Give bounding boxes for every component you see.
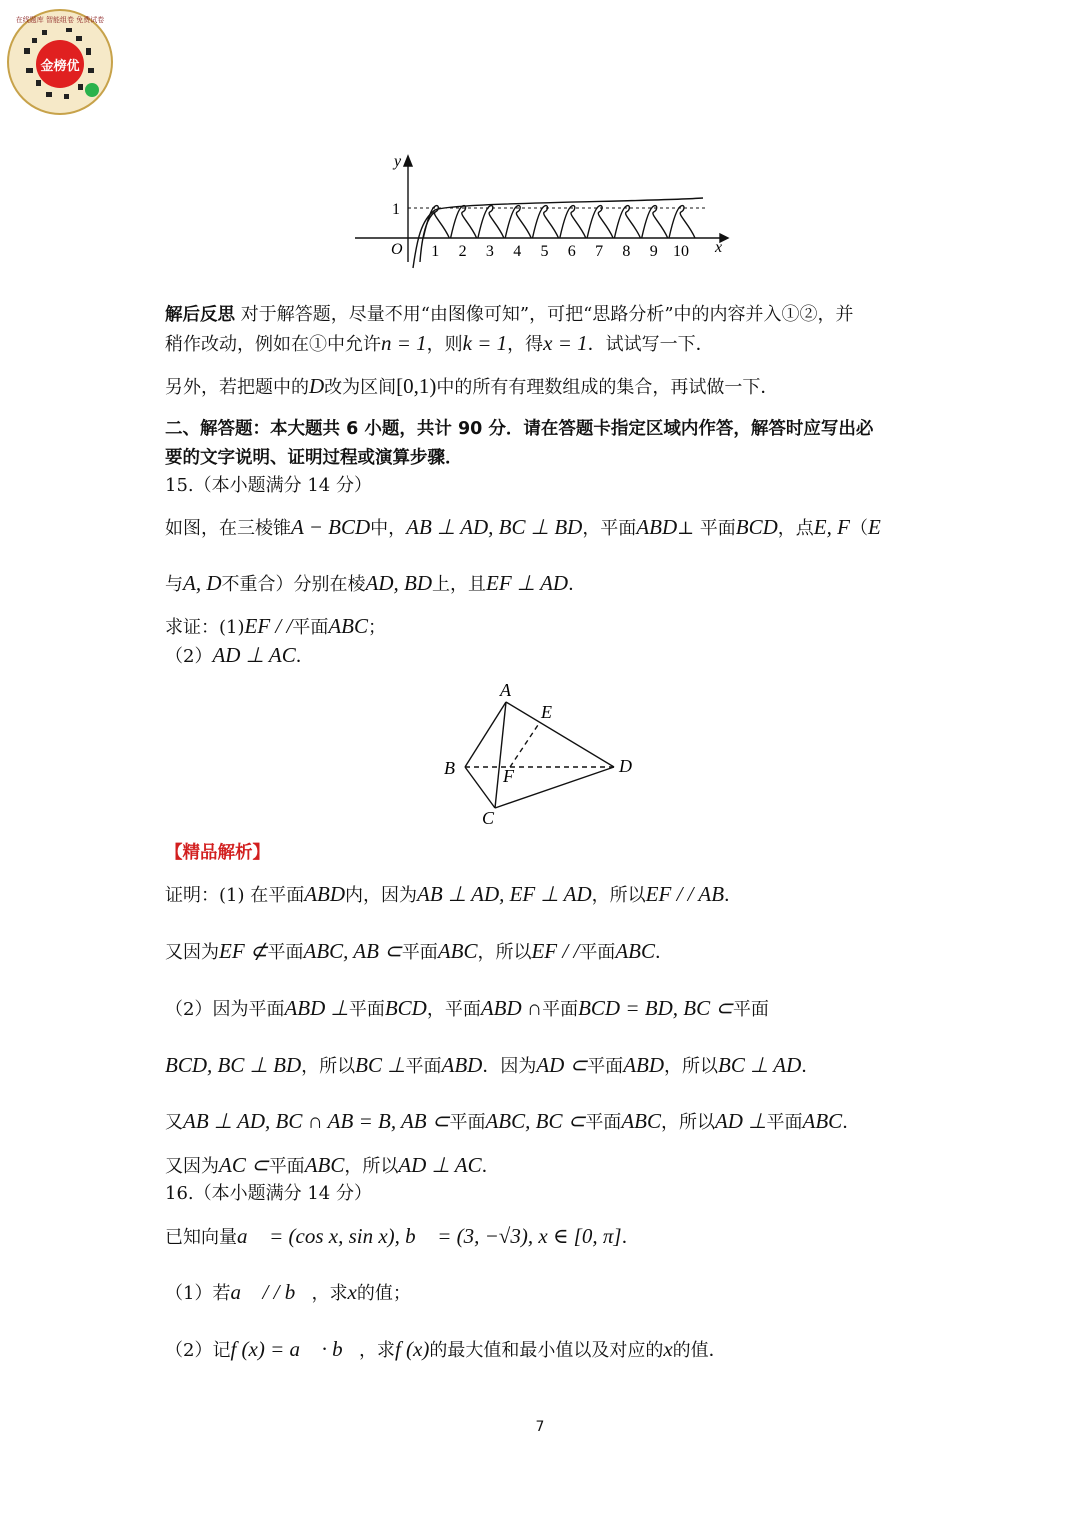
text: ．: [842, 1112, 861, 1133]
text: ．因为: [482, 1056, 537, 1077]
q16-line-3: [165, 1337, 727, 1363]
math: ABC, AB ⊂: [303, 939, 402, 963]
reflection-line-3: [165, 374, 778, 400]
math: AB ⊥ AD, EF ⊥ AD: [417, 882, 592, 906]
text: 平面: [579, 942, 616, 963]
tick-x-6: 6: [567, 243, 576, 260]
text: 又因为: [165, 1156, 219, 1177]
text: （2）因为平面: [165, 999, 285, 1020]
curve-loop-7: [587, 206, 613, 238]
label-A: A: [500, 680, 511, 700]
q15-line-3: [165, 614, 386, 640]
text: 又: [165, 1112, 183, 1133]
text: ；: [368, 617, 386, 638]
math: ABD: [441, 1053, 483, 1077]
math: ABD: [304, 882, 346, 906]
math: ABC: [437, 939, 478, 963]
text: ，得: [507, 334, 544, 355]
math: AD, BD: [365, 571, 432, 595]
text: 证明：(1) 在平面: [165, 885, 305, 906]
curve-loop-9: [642, 206, 668, 238]
math: EF / /: [531, 939, 580, 963]
math: x: [663, 1337, 673, 1361]
tick-x-7: 7: [595, 243, 604, 260]
text: 平面: [348, 999, 385, 1020]
text: ，所以: [664, 1056, 719, 1077]
tick-x-5: 5: [540, 243, 549, 260]
tick-x-3: 3: [485, 243, 494, 260]
text: 平面: [587, 1056, 624, 1077]
text: ⊥ 平面: [677, 518, 736, 539]
text: 求证：(1): [165, 617, 245, 638]
page-number: 7: [535, 1419, 545, 1435]
y-axis-arrow: [404, 156, 412, 166]
math: x: [347, 1280, 357, 1304]
text: 另外，若把题中的: [165, 377, 309, 398]
math: ABC: [328, 614, 368, 638]
curve-loop-2: [451, 206, 477, 238]
tick-y-1: 1: [392, 201, 400, 218]
math: AB ⊥ AD, BC ∩ AB = B, AB ⊂: [183, 1109, 450, 1133]
text: （2）: [165, 646, 213, 667]
text: 稍作改动，例如在①中允许: [165, 334, 381, 355]
math: EF ⊄: [219, 939, 268, 963]
math: BC ⊥: [355, 1053, 406, 1077]
reflection-line-1: [165, 303, 854, 327]
math: BCD: [384, 996, 427, 1020]
text: 不重合）分别在棱: [221, 574, 366, 595]
text: ，求: [311, 1283, 348, 1304]
math: E, F: [813, 515, 850, 539]
q16-header: 16.（本小题满分 14 分）: [165, 1183, 372, 1204]
text: 的值；: [356, 1283, 411, 1304]
reflection-label: 解后反思: [165, 305, 235, 325]
text: 如图，在三棱锥: [165, 518, 291, 539]
section2-line-1: 二、解答题：本大题共 6 小题，共计 90 分．请在答题卡指定区域内作答，解答时应写出必: [165, 419, 874, 439]
text: ，所以: [660, 1112, 715, 1133]
tick-x-1: 1: [431, 243, 440, 260]
math: BC ⊥ AD: [718, 1053, 802, 1077]
function-graph: [345, 150, 735, 270]
segment-EF-dashed: [510, 722, 540, 767]
math: ABC: [621, 1109, 661, 1133]
math: EF ⊥ AD: [486, 571, 569, 595]
math: ABC: [615, 939, 655, 963]
math: BCD = BD, BC ⊂: [578, 996, 733, 1020]
math: AD ⊂: [536, 1053, 588, 1077]
math: x = 1: [543, 331, 588, 355]
axis-y-label: y: [394, 153, 402, 170]
text: 的最大值和最小值以及对应的: [429, 1340, 664, 1361]
math: n = 1: [381, 331, 427, 355]
math: a⃗ / / b⃗: [230, 1280, 312, 1304]
curve-loop-6: [560, 206, 586, 238]
axis-x-label: x: [715, 239, 723, 256]
math: A, D: [183, 571, 222, 595]
section2-line-2: 要的文字说明、证明过程或演算步骤．: [165, 448, 463, 468]
text: 中的所有有理数组成的集合，再试做一下．: [436, 377, 779, 398]
text: ．: [481, 1156, 500, 1177]
math: A − BCD: [291, 515, 371, 539]
label-E: E: [541, 702, 552, 722]
math: [0,1): [396, 374, 437, 398]
edge-AD: [506, 702, 614, 767]
curve-loop-1: [423, 206, 449, 238]
text: 平面: [449, 1112, 486, 1133]
label-B: B: [444, 758, 455, 778]
curve-loop-10: [669, 206, 695, 238]
text: ．: [295, 646, 314, 667]
tick-x-4: 4: [513, 243, 522, 260]
text: 平面: [401, 942, 438, 963]
analysis-line-6: [165, 1153, 500, 1179]
text: ，所以: [301, 1056, 356, 1077]
analysis-line-1: [165, 882, 742, 908]
reflection-text-1: 对于解答题，尽量不用“由图像可知”，可把“思路分析”中的内容并入①②，并: [240, 304, 854, 325]
curve-loop-4: [505, 206, 531, 238]
label-F: F: [503, 766, 514, 786]
text: 平面: [585, 1112, 622, 1133]
text: 改为区间: [324, 377, 397, 398]
text: 内，因为: [345, 885, 418, 906]
edge-BC: [465, 767, 495, 808]
text: 平面: [542, 999, 579, 1020]
curve-loop-3: [478, 206, 504, 238]
label-C: C: [482, 808, 495, 828]
text: （2）记: [165, 1340, 231, 1361]
tick-x-2: 2: [458, 243, 467, 260]
math: f (x): [394, 1337, 430, 1361]
q15-line-2: [165, 571, 586, 597]
logo-center-text: 金榜优: [40, 59, 80, 74]
math: ABD ∩: [480, 996, 543, 1020]
text: （: [849, 518, 868, 539]
text: ，点: [777, 518, 814, 539]
text: ，则: [426, 334, 463, 355]
math: AD ⊥ AC: [398, 1153, 482, 1177]
q15-line-1: [165, 515, 881, 541]
math: AD ⊥ AC: [212, 643, 296, 667]
q16-line-1: [165, 1224, 640, 1250]
tick-x-9: 9: [649, 243, 658, 260]
origin-label: O: [391, 241, 403, 258]
math: ABD: [636, 515, 678, 539]
text: 中，: [370, 518, 407, 539]
math: ABC: [304, 1153, 345, 1177]
analysis-line-3: [165, 996, 769, 1022]
q15-line-4: [165, 643, 314, 669]
math: AC ⊂: [219, 1153, 269, 1177]
text: ，平面: [426, 999, 481, 1020]
curve-loop-8: [614, 206, 640, 238]
analysis-line-4: [165, 1053, 819, 1079]
math: a⃗ = (cos x, sin x), b⃗ = (3, −√3), x ∈ [0, π]: [237, 1224, 622, 1248]
text: 平面: [267, 942, 304, 963]
math: AD ⊥: [714, 1109, 767, 1133]
math: E: [867, 515, 881, 539]
q16-line-2: [165, 1280, 411, 1306]
math: ABC, BC ⊂: [485, 1109, 586, 1133]
qr-badge-icon: [6, 8, 114, 116]
text: 平面: [766, 1112, 803, 1133]
logo-ring-text: 在线题库 智能组卷 免费试卷: [15, 16, 105, 24]
text: ，所以: [591, 885, 646, 906]
label-D: D: [619, 756, 632, 776]
curve-loop-5: [533, 206, 559, 238]
math: EF / / AB: [645, 882, 725, 906]
text: ．: [801, 1056, 820, 1077]
text: ．试试写一下．: [587, 334, 714, 355]
text: ，所以: [344, 1156, 399, 1177]
math: ABC: [802, 1109, 843, 1133]
text: ，平面: [582, 518, 637, 539]
math: D: [309, 374, 325, 398]
tick-x-10: 10: [673, 243, 689, 260]
analysis-line-5: [165, 1109, 860, 1135]
x-tick-labels: [431, 243, 689, 260]
math: BCD, BC ⊥ BD: [165, 1053, 302, 1077]
text: 的值．: [672, 1340, 727, 1361]
text: 已知向量: [165, 1227, 237, 1248]
math: ABD ⊥: [284, 996, 349, 1020]
math: f (x) = a⃗ · b⃗: [230, 1337, 359, 1361]
text: 平面: [268, 1156, 305, 1177]
text: 平面: [292, 617, 329, 638]
text: 又因为: [165, 942, 219, 963]
q15-header: 15.（本小题满分 14 分）: [165, 475, 372, 496]
text: ．: [621, 1227, 640, 1248]
text: ．: [568, 574, 587, 595]
text: 平面: [732, 999, 769, 1020]
math: AB ⊥ AD, BC ⊥ BD: [406, 515, 583, 539]
analysis-title: 【精品解析】: [165, 843, 270, 863]
text: ．: [724, 885, 743, 906]
text: （1）若: [165, 1283, 231, 1304]
text: 与: [165, 574, 183, 595]
text: 上，且: [432, 574, 486, 595]
tetrahedron-figure: [440, 676, 640, 828]
math: ABD: [623, 1053, 665, 1077]
math: EF / /: [244, 614, 293, 638]
text: ，所以: [477, 942, 532, 963]
text: ，求: [358, 1340, 395, 1361]
logo: [6, 8, 114, 116]
math: k = 1: [462, 331, 508, 355]
curve-loops: [423, 206, 695, 238]
tick-x-8: 8: [622, 243, 631, 260]
text: ．: [654, 942, 673, 963]
text: 平面: [405, 1056, 442, 1077]
reflection-line-2: [165, 331, 714, 357]
analysis-line-2: [165, 939, 673, 965]
math: BCD: [735, 515, 778, 539]
